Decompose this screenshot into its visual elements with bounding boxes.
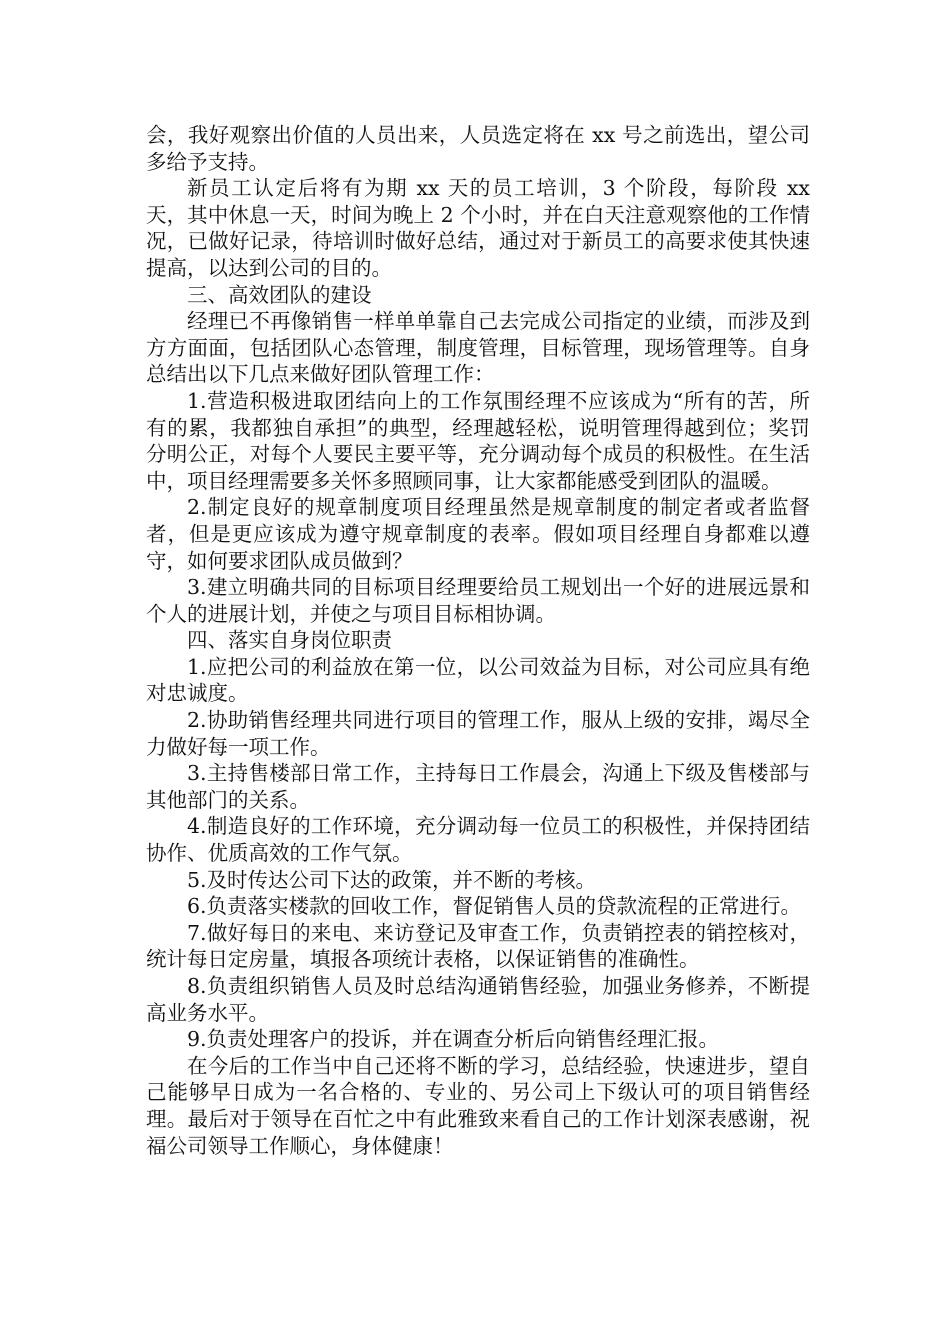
list-item-duty-6: 6.负责落实楼款的回收工作，督促销售人员的贷款流程的正常进行。 <box>187 894 802 919</box>
list-item-duty-1: 1.应把公司的利益放在第一位，以公司效益为目标，对公司应具有绝对忠诚度。 <box>146 654 810 706</box>
list-item-duty-7: 7.做好每日的来电、来访登记及审查工作，负责销控表的销控核对，统计每日定房量，填报各项统计表格，以保证销售的准确性。 <box>146 920 810 972</box>
paragraph-new-staff-training: 新员工认定后将有为期 xx 天的员工培训，3 个阶段，每阶段 xx 天，其中休息一天，时间为晚上 2 个小时，并在白天注意观察他的工作情况，已做好记录，待培训时做好总结，通过对于新员工的高要求使其快速提高，以达到公司的目的。 <box>146 176 810 280</box>
document-page <box>146 122 810 1159</box>
list-item-duty-8: 8.负责组织销售人员及时总结沟通销售经验，加强业务修养，不断提高业务水平。 <box>146 974 810 1025</box>
paragraph-team-management-intro: 经理已不再像销售一样单单靠自己去完成公司指定的业绩，而涉及到方方面面，包括团队心态管理，制度管理，目标管理，现场管理等。自身总结出以下几点来做好团队管理工作： <box>146 309 810 387</box>
paragraph-continuation: 会，我好观察出价值的人员出来，人员选定将在 xx 号之前选出，望公司多给予支持。 <box>146 123 810 174</box>
list-item-team-1: 1.营造积极进取团结向上的工作氛围经理不应该成为“所有的苦，所有的累，我都独自承担”的典型，经理越轻松，说明管理得越到位；奖罚分明公正，对每个人要民主要平等，充分调动每个成员的积极性。在生活中，项目经理需要多关怀多照顾同事，让大家都能感受到团队的温暖。 <box>146 388 810 493</box>
list-item-duty-9: 9.负责处理客户的投诉，并在调查分析后向销售经理汇报。 <box>187 1027 720 1052</box>
list-item-duty-5: 5.及时传达公司下达的政策，并不断的考核。 <box>187 867 597 892</box>
paragraph-closing: 在今后的工作当中自己还将不断的学习，总结经验，快速进步，望自己能够早日成为一名合格的、专业的、另公司上下级认可的项目销售经理。最后对于领导在百忙之中有此雅致来看自己的工作计划深表感谢，祝福公司领导工作顺心，身体健康！ <box>146 1053 810 1158</box>
list-item-duty-3: 3.主持售楼部日常工作，主持每日工作晨会，沟通上下级及售楼部与其他部门的关系。 <box>146 761 810 812</box>
list-item-team-3: 3.建立明确共同的目标项目经理要给员工规划出一个好的进展远景和个人的进展计划，并使之与项目目标相协调。 <box>146 575 810 626</box>
section-heading-duties: 四、落实自身岗位职责 <box>187 628 392 653</box>
section-heading-team-building: 三、高效团队的建设 <box>187 282 372 307</box>
list-item-duty-2: 2.协助销售经理共同进行项目的管理工作，服从上级的安排，竭尽全力做好每一项工作。 <box>146 708 810 759</box>
list-item-team-2: 2.制定良好的规章制度项目经理虽然是规章制度的制定者或者监督者，但是更应该成为遵守规章制度的表率。假如项目经理自身都难以遵守，如何要求团队成员做到？ <box>146 495 810 573</box>
list-item-duty-4: 4.制造良好的工作环境，充分调动每一位员工的积极性，并保持团结协作、优质高效的工作气氛。 <box>146 814 810 866</box>
